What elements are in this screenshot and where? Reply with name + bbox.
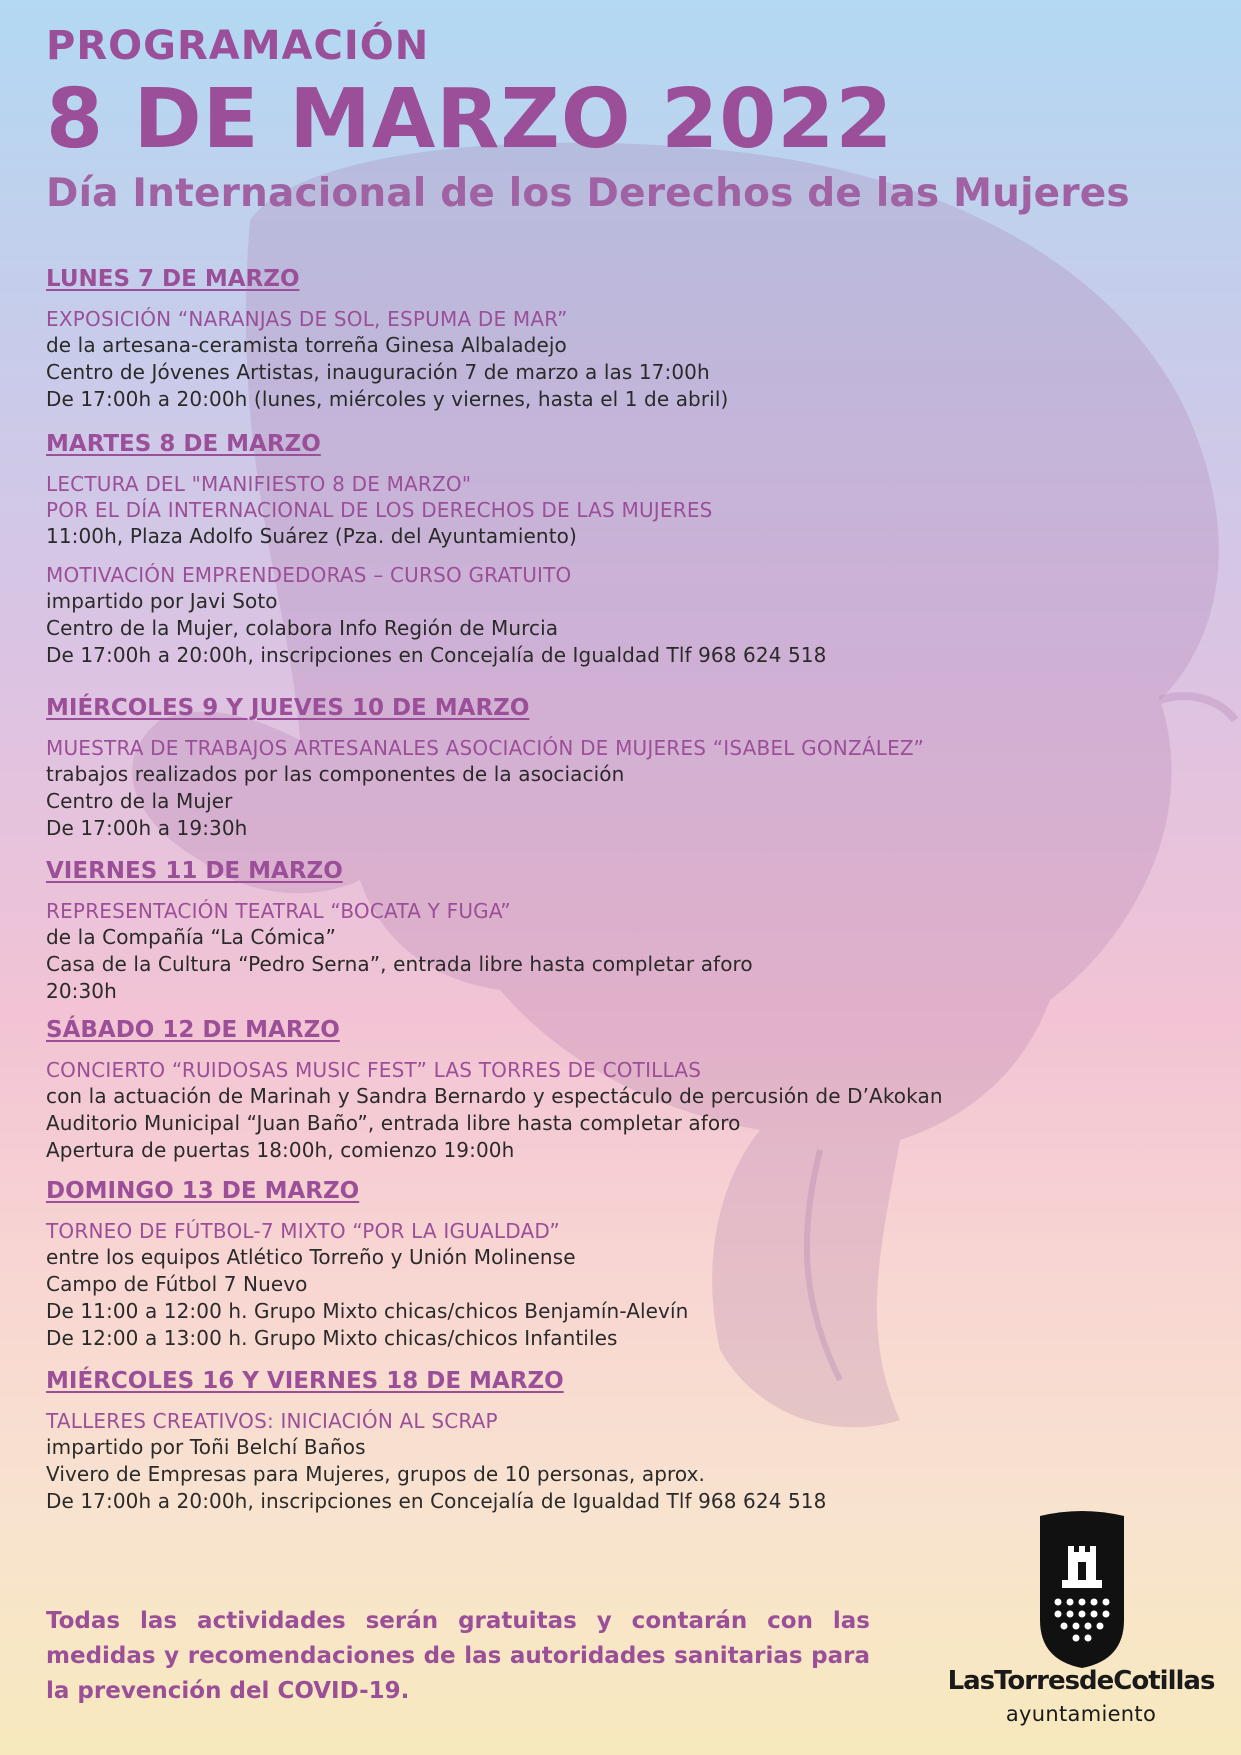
event-title: CONCIERTO “RUIDOSAS MUSIC FEST” LAS TORRES DE COTILLAS — [46, 1058, 702, 1082]
event — [46, 1218, 1216, 1352]
day-heading: LUNES 7 DE MARZO — [46, 266, 300, 292]
covid-note: Todas las actividades serán gratuitas y contarán con las medidas y recomendaciones de las autoridades sanitarias para la prevención del COVID-19. — [46, 1608, 870, 1704]
day-sunday-13 — [46, 1176, 1216, 1352]
event-line: Centro de la Mujer — [46, 789, 233, 813]
event-line: impartido por Javi Soto — [46, 589, 278, 613]
event-title: EXPOSICIÓN “NARANJAS DE SOL, ESPUMA DE MAR” — [46, 307, 568, 331]
event-line: Vivero de Empresas para Mujeres, grupos de 10 personas, aprox. — [46, 1462, 705, 1486]
subtitle: Día Internacional de los Derechos de las Mujeres — [46, 171, 1130, 216]
shield-tower-icon — [1032, 1510, 1132, 1670]
event-line: De 17:00h a 19:30h — [46, 816, 248, 840]
event-line: Centro de Jóvenes Artistas, inauguración 7 de marzo a las 17:00h — [46, 360, 710, 384]
event — [46, 898, 1216, 1005]
event-title: REPRESENTACIÓN TEATRAL “BOCATA Y FUGA” — [46, 899, 511, 923]
event-line: entre los equipos Atlético Torreño y Unión Molinense — [46, 1245, 576, 1269]
event-line: de la artesana-ceramista torreña Ginesa Albaladejo — [46, 333, 567, 357]
day-heading: SÁBADO 12 DE MARZO — [46, 1017, 340, 1043]
day-heading: MIÉRCOLES 9 Y JUEVES 10 DE MARZO — [46, 695, 530, 721]
event-line: Casa de la Cultura “Pedro Serna”, entrada libre hasta completar aforo — [46, 952, 753, 976]
event-line: de la Compañía “La Cómica” — [46, 925, 336, 949]
day-monday-7 — [46, 264, 1216, 413]
day-heading: MARTES 8 DE MARZO — [46, 431, 321, 457]
event-line: De 12:00 a 13:00 h. Grupo Mixto chicas/chicos Infantiles — [46, 1326, 618, 1350]
day-heading: MIÉRCOLES 16 Y VIERNES 18 DE MARZO — [46, 1368, 564, 1394]
event-line: impartido por Toñi Belchí Baños — [46, 1435, 366, 1459]
town-hall-logo — [936, 1510, 1226, 1735]
logo-subtitle: ayuntamiento — [1005, 1702, 1157, 1726]
event-line: Campo de Fútbol 7 Nuevo — [46, 1272, 308, 1296]
day-heading: DOMINGO 13 DE MARZO — [46, 1178, 360, 1204]
day-heading: VIERNES 11 DE MARZO — [46, 858, 343, 884]
event-line: 20:30h — [46, 979, 117, 1003]
event-line: con la actuación de Marinah y Sandra Bernardo y espectáculo de percusión de D’Akokan — [46, 1084, 943, 1108]
event — [46, 735, 1216, 842]
logo-name: LasTorresdeCotillas — [947, 1666, 1215, 1696]
event-line: Centro de la Mujer, colabora Info Región de Murcia — [46, 616, 559, 640]
event-line: Auditorio Municipal “Juan Baño”, entrada libre hasta completar aforo — [46, 1111, 741, 1135]
day-wednesday-16-friday-18 — [46, 1366, 1216, 1515]
event — [46, 562, 1216, 669]
event-line: De 17:00h a 20:00h (lunes, miércoles y viernes, hasta el 1 de abril) — [46, 387, 729, 411]
event-line: De 17:00h a 20:00h, inscripciones en Concejalía de Igualdad Tlf 968 624 518 — [46, 643, 827, 667]
event-title: TALLERES CREATIVOS: INICIACIÓN AL SCRAP — [46, 1409, 498, 1433]
event-line: De 11:00 a 12:00 h. Grupo Mixto chicas/chicos Benjamín-Alevín — [46, 1299, 689, 1323]
event-title: MUESTRA DE TRABAJOS ARTESANALES ASOCIACIÓN DE MUJERES “ISABEL GONZÁLEZ” — [46, 736, 925, 760]
event-line: 11:00h, Plaza Adolfo Suárez (Pza. del Ayuntamiento) — [46, 524, 577, 548]
day-tuesday-8 — [46, 429, 1216, 669]
event-title: MOTIVACIÓN EMPRENDEDORAS – CURSO GRATUITO — [46, 563, 572, 587]
event — [46, 1408, 1216, 1515]
program-content — [46, 18, 1216, 1515]
event — [46, 306, 1216, 413]
day-saturday-12 — [46, 1015, 1216, 1164]
event-line: De 17:00h a 20:00h, inscripciones en Concejalía de Igualdad Tlf 968 624 518 — [46, 1489, 827, 1513]
event-title: LECTURA DEL "MANIFIESTO 8 DE MARZO" — [46, 472, 472, 496]
day-friday-11 — [46, 856, 1216, 1005]
pre-title: PROGRAMACIÓN — [46, 23, 430, 69]
event-title: POR EL DÍA INTERNACIONAL DE LOS DERECHOS DE LAS MUJERES — [46, 498, 713, 522]
day-wednesday-9-thursday-10 — [46, 693, 1216, 842]
event-line: Apertura de puertas 18:00h, comienzo 19:00h — [46, 1138, 515, 1162]
event-title: TORNEO DE FÚTBOL-7 MIXTO “POR LA IGUALDAD” — [46, 1219, 560, 1243]
main-title: 8 DE MARZO 2022 — [46, 72, 894, 167]
event — [46, 471, 1216, 550]
event-line: trabajos realizados por las componentes de la asociación — [46, 762, 625, 786]
event — [46, 1057, 1216, 1164]
